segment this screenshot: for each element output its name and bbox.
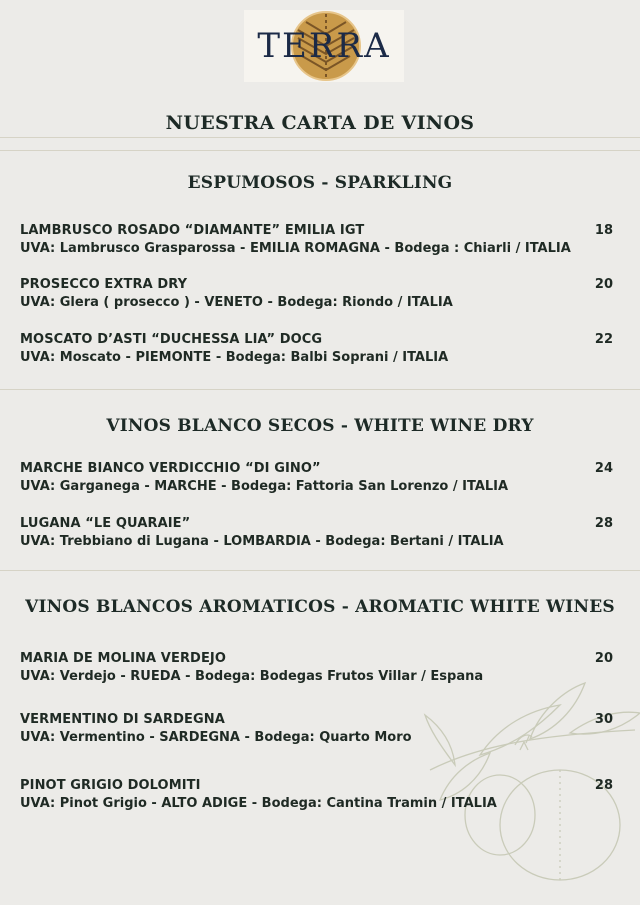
wine-detail: UVA: Moscato - PIEMONTE - Bodega: Balbi Soprani / ITALIA: [20, 350, 449, 365]
wine-price: 30: [594, 712, 613, 727]
logo-wordmark: TERRA: [257, 26, 391, 66]
wine-item: [20, 331, 620, 367]
wine-price: 28: [594, 516, 613, 531]
wine-item: [20, 777, 620, 813]
wine-detail: UVA: Lambrusco Grasparossa - EMILIA ROMAGNA - Bodega : Chiarli / ITALIA: [20, 241, 571, 256]
wine-detail: UVA: Verdejo - RUEDA - Bodega: Bodegas Frutos Villar / Espana: [20, 669, 484, 684]
divider: [0, 137, 640, 138]
wine-item: [20, 276, 620, 312]
divider: [0, 150, 640, 151]
section-title-aromatic-white: VINOS BLANCOS AROMATICOS - AROMATIC WHITE WINES: [25, 597, 615, 617]
wine-detail: UVA: Garganega - MARCHE - Bodega: Fattoria San Lorenzo / ITALIA: [20, 479, 509, 494]
divider: [0, 389, 640, 390]
page-title: NUESTRA CARTA DE VINOS: [165, 112, 475, 134]
wine-name: MARIA DE MOLINA VERDEJO: [20, 651, 227, 666]
wine-detail: UVA: Pinot Grigio - ALTO ADIGE - Bodega: Cantina Tramin / ITALIA: [20, 796, 497, 811]
wine-name: VERMENTINO DI SARDEGNA: [20, 712, 225, 727]
wine-item: [20, 711, 620, 747]
section-title-sparkling: ESPUMOSOS - SPARKLING: [187, 173, 453, 193]
wine-price: 22: [594, 332, 613, 347]
wine-detail: UVA: Trebbiano di Lugana - LOMBARDIA - Bodega: Bertani / ITALIA: [20, 534, 504, 549]
section-title-white-dry: VINOS BLANCO SECOS - WHITE WINE DRY: [106, 416, 534, 436]
wine-item: [20, 460, 620, 496]
wine-detail: UVA: Vermentino - SARDEGNA - Bodega: Quarto Moro: [20, 730, 412, 745]
wine-detail: UVA: Glera ( prosecco ) - VENETO - Bodega: Riondo / ITALIA: [20, 295, 453, 310]
wine-price: 20: [594, 277, 613, 292]
wine-item: [20, 650, 620, 686]
wine-price: 28: [594, 778, 613, 793]
wine-price: 18: [594, 223, 613, 238]
wine-price: 20: [594, 651, 613, 666]
wine-price: 24: [594, 461, 613, 476]
wine-name: LAMBRUSCO ROSADO “DIAMANTE” EMILIA IGT: [20, 223, 365, 238]
wine-name: LUGANA “LE QUARAIE”: [20, 516, 191, 531]
terra-logo: [244, 10, 404, 82]
wine-name: MOSCATO D’ASTI “DUCHESSA LIA” DOCG: [20, 332, 323, 347]
divider: [0, 570, 640, 571]
wine-name: PINOT GRIGIO DOLOMITI: [20, 778, 201, 793]
wine-name: PROSECCO EXTRA DRY: [20, 277, 188, 292]
wine-item: [20, 515, 620, 551]
wine-name: MARCHE BIANCO VERDICCHIO “DI GINO”: [20, 461, 321, 476]
wine-item: [20, 222, 620, 258]
